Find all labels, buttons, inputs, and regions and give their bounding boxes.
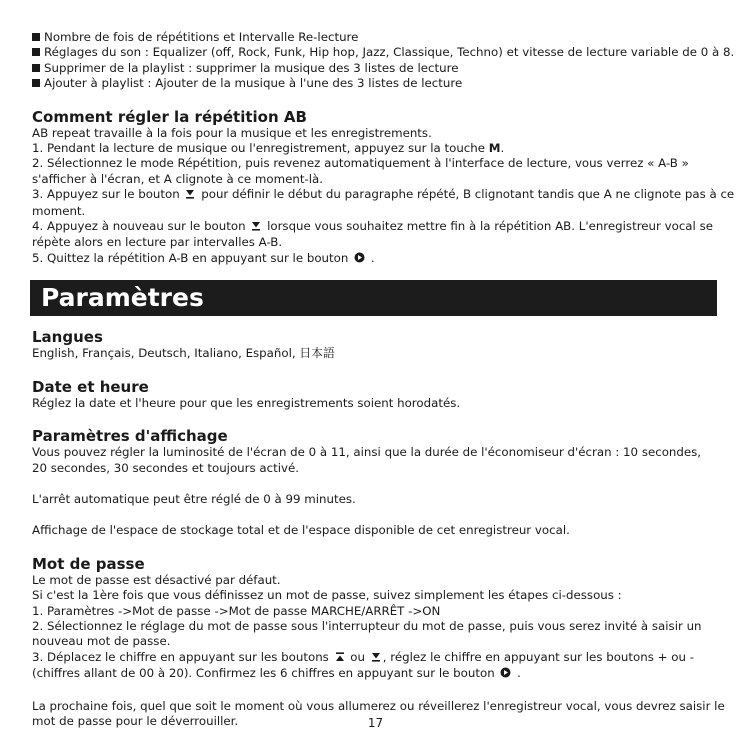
down-arrow-button-icon	[251, 220, 261, 235]
m-key-label: M	[488, 141, 501, 156]
section-heading: Date et heure	[32, 377, 149, 396]
step-3-cont: moment.	[32, 203, 86, 218]
step-2-cont: s'afficher à l'écran, et A clignote à ce moment-là.	[32, 171, 323, 186]
paragraph: 2. Sélectionnez le réglage du mot de passe sous l'interrupteur du mot de passe, puis vous serez invité à saisir un	[32, 618, 702, 633]
square-bullet-icon	[32, 64, 40, 72]
paragraph: 3. Déplacez le chiffre en appuyant sur les boutons ou , réglez le chiffre en appuyant sur les boutons + ou -	[32, 650, 722, 666]
square-bullet-icon	[32, 79, 40, 87]
languages-section	[32, 328, 722, 361]
paragraph: 20 secondes, 30 secondes et toujours activé.	[32, 460, 300, 475]
paragraph: 1. Paramètres ->Mot de passe ->Mot de passe MARCHE/ARRÊT ->ON	[32, 603, 441, 618]
section-heading: Comment régler la répétition AB	[32, 107, 307, 126]
step-2: 2. Sélectionnez le mode Répétition, puis revenez automatiquement à l'interface de lecture, vous verrez « A-B »	[32, 156, 689, 171]
paragraph: L'arrêt automatique peut être réglé de 0 à 99 minutes.	[32, 491, 356, 506]
down-arrow-button-icon	[371, 651, 381, 666]
paragraph: nouveau mot de passe.	[32, 634, 171, 649]
page-number: 17	[367, 716, 384, 730]
square-bullet-icon	[32, 33, 40, 41]
paragraph: Vous pouvez régler la luminosité de l'écran de 0 à 11, ainsi que la durée de l'économiseur d'écran : 10 secondes,	[32, 445, 702, 460]
list-item: Supprimer de la playlist : supprimer la musique des 3 listes de lecture	[32, 61, 722, 76]
paragraph: (chiffres allant de 00 à 20). Confirmez les 6 chiffres en appuyant sur le bouton .	[32, 666, 722, 682]
paragraph: La prochaine fois, quel que soit le moment où vous allumerez ou réveillerez l'enregistreur vocal, vous devrez saisir le	[32, 698, 725, 713]
password-section	[32, 554, 725, 730]
down-arrow-button-icon	[185, 188, 195, 203]
paragraph: AB repeat travaille à la fois pour la musique et les enregistrements.	[32, 125, 432, 140]
square-bullet-icon	[32, 48, 40, 56]
section-heading: Paramètres d'affichage	[32, 427, 228, 446]
play-button-icon	[354, 252, 365, 267]
paragraph: mot de passe pour le déverrouiller.	[32, 713, 239, 728]
paragraph: Si c'est la 1ère fois que vous définissez un mot de passe, suivez simplement les étapes ci-dessous :	[32, 588, 622, 603]
step-3: 3. Appuyez sur le bouton pour définir le début du paragraphe répété, B clignotant tandis que A ne clignote pas à ce	[32, 187, 722, 203]
paragraph: Le mot de passe est désactivé par défaut.	[32, 572, 281, 587]
up-arrow-button-icon	[335, 651, 345, 666]
step-5: 5. Quittez la répétition A-B en appuyant sur le bouton .	[32, 251, 722, 267]
section-heading: Langues	[32, 328, 103, 347]
list-item: Réglages du son : Equalizer (off, Rock, Funk, Hip hop, Jazz, Classique, Techno) et vitesse de lecture variable de 0 à 8.	[32, 45, 722, 60]
play-button-icon	[500, 667, 511, 682]
feature-bullet-list	[32, 30, 735, 92]
section-heading: Mot de passe	[32, 554, 145, 573]
ab-repeat-section	[32, 107, 735, 268]
display-settings-section	[32, 427, 722, 539]
step-4: 4. Appuyez à nouveau sur le bouton lorsque vous souhaitez mettre fin à la répétition AB. L'enregistreur vocal se	[32, 219, 722, 235]
step-4-cont: répète alors en lecture par intervalles A-B.	[32, 235, 283, 250]
step-1: 1. Pendant la lecture de musique ou l'enregistrement, appuyez sur la touche M.	[32, 141, 505, 156]
paragraph: Réglez la date et l'heure pour que les enregistrements soient horodatés.	[32, 395, 461, 410]
settings-banner-title: Paramètres	[30, 280, 717, 316]
list-item: Ajouter à playlist : Ajouter de la musique à l'une des 3 listes de lecture	[32, 76, 722, 91]
date-time-section	[32, 378, 722, 411]
list-item: Nombre de fois de répétitions et Intervalle Re-lecture	[32, 30, 722, 45]
manual-page	[32, 30, 735, 729]
paragraph: English, Français, Deutsch, Italiano, Español, 日本語	[32, 346, 335, 361]
paragraph: Affichage de l'espace de stockage total et de l'espace disponible de cet enregistreur vocal.	[32, 523, 570, 538]
